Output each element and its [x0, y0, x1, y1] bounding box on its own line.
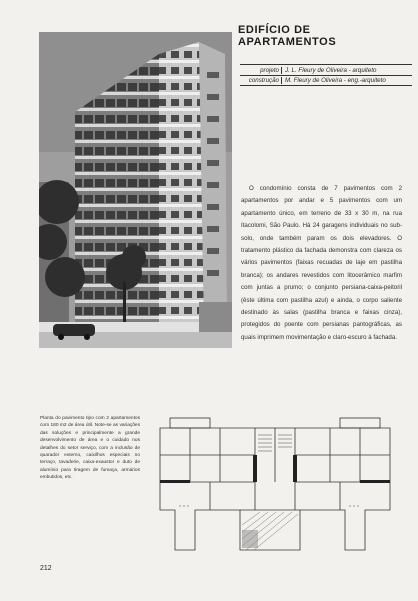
building-photo — [39, 32, 232, 348]
page-number: 212 — [40, 565, 52, 572]
description-text: O condomínio consta de 7 pavimentos com 2 apartamentos por andar e 5 pavimentos com um apartamento único, em terreno de 33 x 30 m, na rua Itacolomi, São Paulo. Há 24 garagens individuais no sub-solo, onde também param os dois elevadores. O tratamento plástico da fachada demonstra com clareza os vários pavimentos (faixas recuadas de laje em pastilha branca); os andares revestidos com litocerâmico marfim com juntas a prumo; o conjunto persiana-caixa-peitoril (êste última com pastilha azul) e ainda, o corpo saliente destinado às salas (pastilha branca e faixas cinza), protegidos do poente com persianas pantográficas, as quais imprimem movimentação e claro-escuro à fachada. — [241, 185, 402, 341]
floor-plan-drawing — [150, 410, 400, 560]
credit-row — [240, 76, 412, 87]
credits-table — [240, 64, 412, 86]
credit-value: M. Fleury de Oliveira - eng.-arquiteto — [285, 77, 386, 84]
credit-key: projeto — [240, 67, 282, 74]
credit-value: J. L. Fleury de Oliveira - arquiteto — [285, 66, 377, 74]
page-title: EDIFÍCIO DE APARTAMENTOS — [238, 24, 337, 48]
credit-row — [240, 64, 412, 76]
floor-plan-caption: Planta do pavimento tipo com 2 apartamentos com 180 m2 de área útil. Note-se as variações das soluções e principalmente a grande desenvolvimento de área e o cuidado nos detalhes do setor serviço, com a inclusão de quarador externo, caixilhos especiais no terraço, tavaderie, caixa-exaustor e duto de alumínio para tiragem de fumaça, armários embutidos, etc. — [40, 416, 140, 481]
credit-key: construção — [240, 77, 282, 84]
